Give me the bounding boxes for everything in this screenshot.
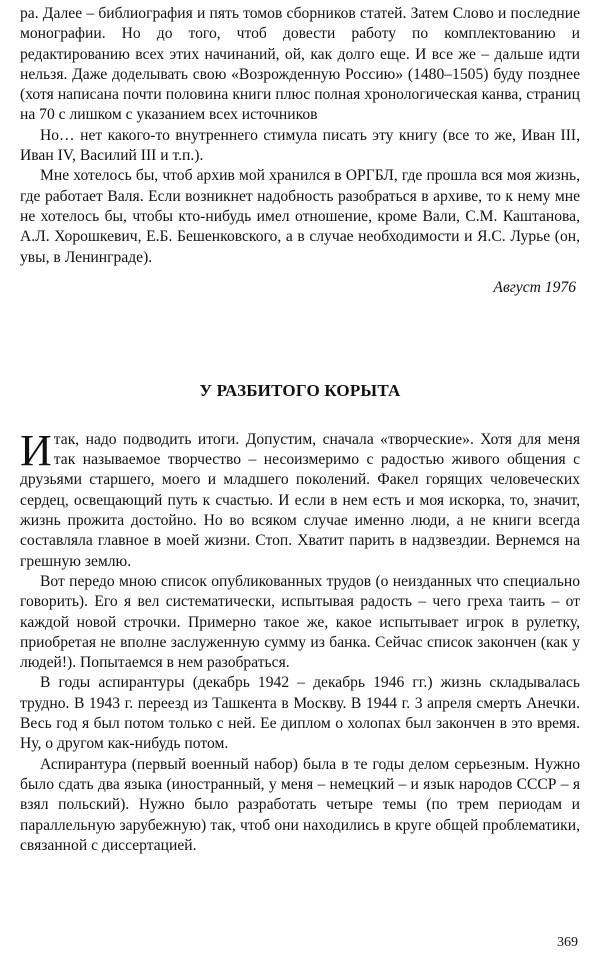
page-number: 369 <box>557 935 578 950</box>
paragraph: В годы аспирантуры (декабрь 1942 – декабрь 1946 гг.) жизнь складывалась трудно. В 1943 г. переезд из Ташкента в Москву. В 1944 г. 3 апреля смерть Анечки. Весь год я был потом только с ней. Ее диплом о холопах был закончен в это время. Ну, о другом как-нибудь потом. <box>20 674 580 753</box>
paragraph: Аспирантура (первый военный набор) была в те годы делом серьезным. Нужно было сдать два языка (иностранный, у меня – немецкий – и язык народов СССР – я взял польский). Нужно было разработать четыре темы (по трем периодам и параллельную зарубежную) так, чтоб они находились в круге общей проблематики, связанной с диссертацией. <box>20 755 580 854</box>
date-signature: Август 1976 <box>493 278 576 296</box>
drop-cap-letter: И <box>20 425 52 475</box>
paragraph <box>20 425 580 572</box>
paragraph: Но… нет какого-то внутреннего стимула писать эту книгу (все то же, Иван III, Иван IV, Василий III и т.п.). <box>20 126 580 165</box>
paragraph: ра. Далее – библиография и пять томов сборников статей. Затем Слово и последние монографии. Но до того, чтоб довести работу по комплектованию и редактированию всех этих начинаний, ой, как долго еще. И все же – дальше идти нельзя. Даже доделывать свою «Возрожденную Россию» (1480–1505) буду позднее (хотя написана почти половина книги плюс полная хронологическая канва, страниц на 70 с лишком с указанием всех источников <box>20 5 580 124</box>
page-content <box>20 4 580 856</box>
paragraph: Вот передо мною список опубликованных трудов (о неизданных что специально говорить). Его я вел систематически, испытывая радость – чего греха таить – от каждой новой строчки. Примерно такое же, какое испытывает игрок в рулетку, приобретая не вполне заслуженную сумму из банка. Сейчас список закончен (как у людей!). Попытаемся в нем разобраться. <box>20 572 580 672</box>
paragraph-text: так, надо подводить итоги. Допустим, сначала «творческие». Хотя для меня так называемое творчество – несоизмеримо с радостью живого общения с друзьями старшего, моего и младшего поколений. Факел горящих человеческих сердец, освещающий путь к счастью. И если в нем есть и моя искорка, то, значит, жизнь прожита достойно. Но во всяком случае именно люди, а не книги всегда составляла главное в моей жизни. Стоп. Хватит парить в надзвездии. Вернемся на грешную землю. <box>20 430 580 570</box>
paragraph: Мне хотелось бы, чтоб архив мой хранился в ОРГБЛ, где прошла вся моя жизнь, где работает Валя. Если возникнет надобность разобраться в архиве, то к нему мне не хотелось бы, чтобы кто-нибудь имел отношение, кроме Вали, С.М. Каштанова, А.Л. Хорошкевич, Е.Б. Бешенковского, а в случае необходимости и Я.С. Лурье (он, увы, в Ленинграде). <box>20 167 580 266</box>
previous-section <box>20 4 580 298</box>
chapter-body <box>20 425 580 856</box>
chapter-title: У РАЗБИТОГО КОРЫТА <box>199 380 401 400</box>
